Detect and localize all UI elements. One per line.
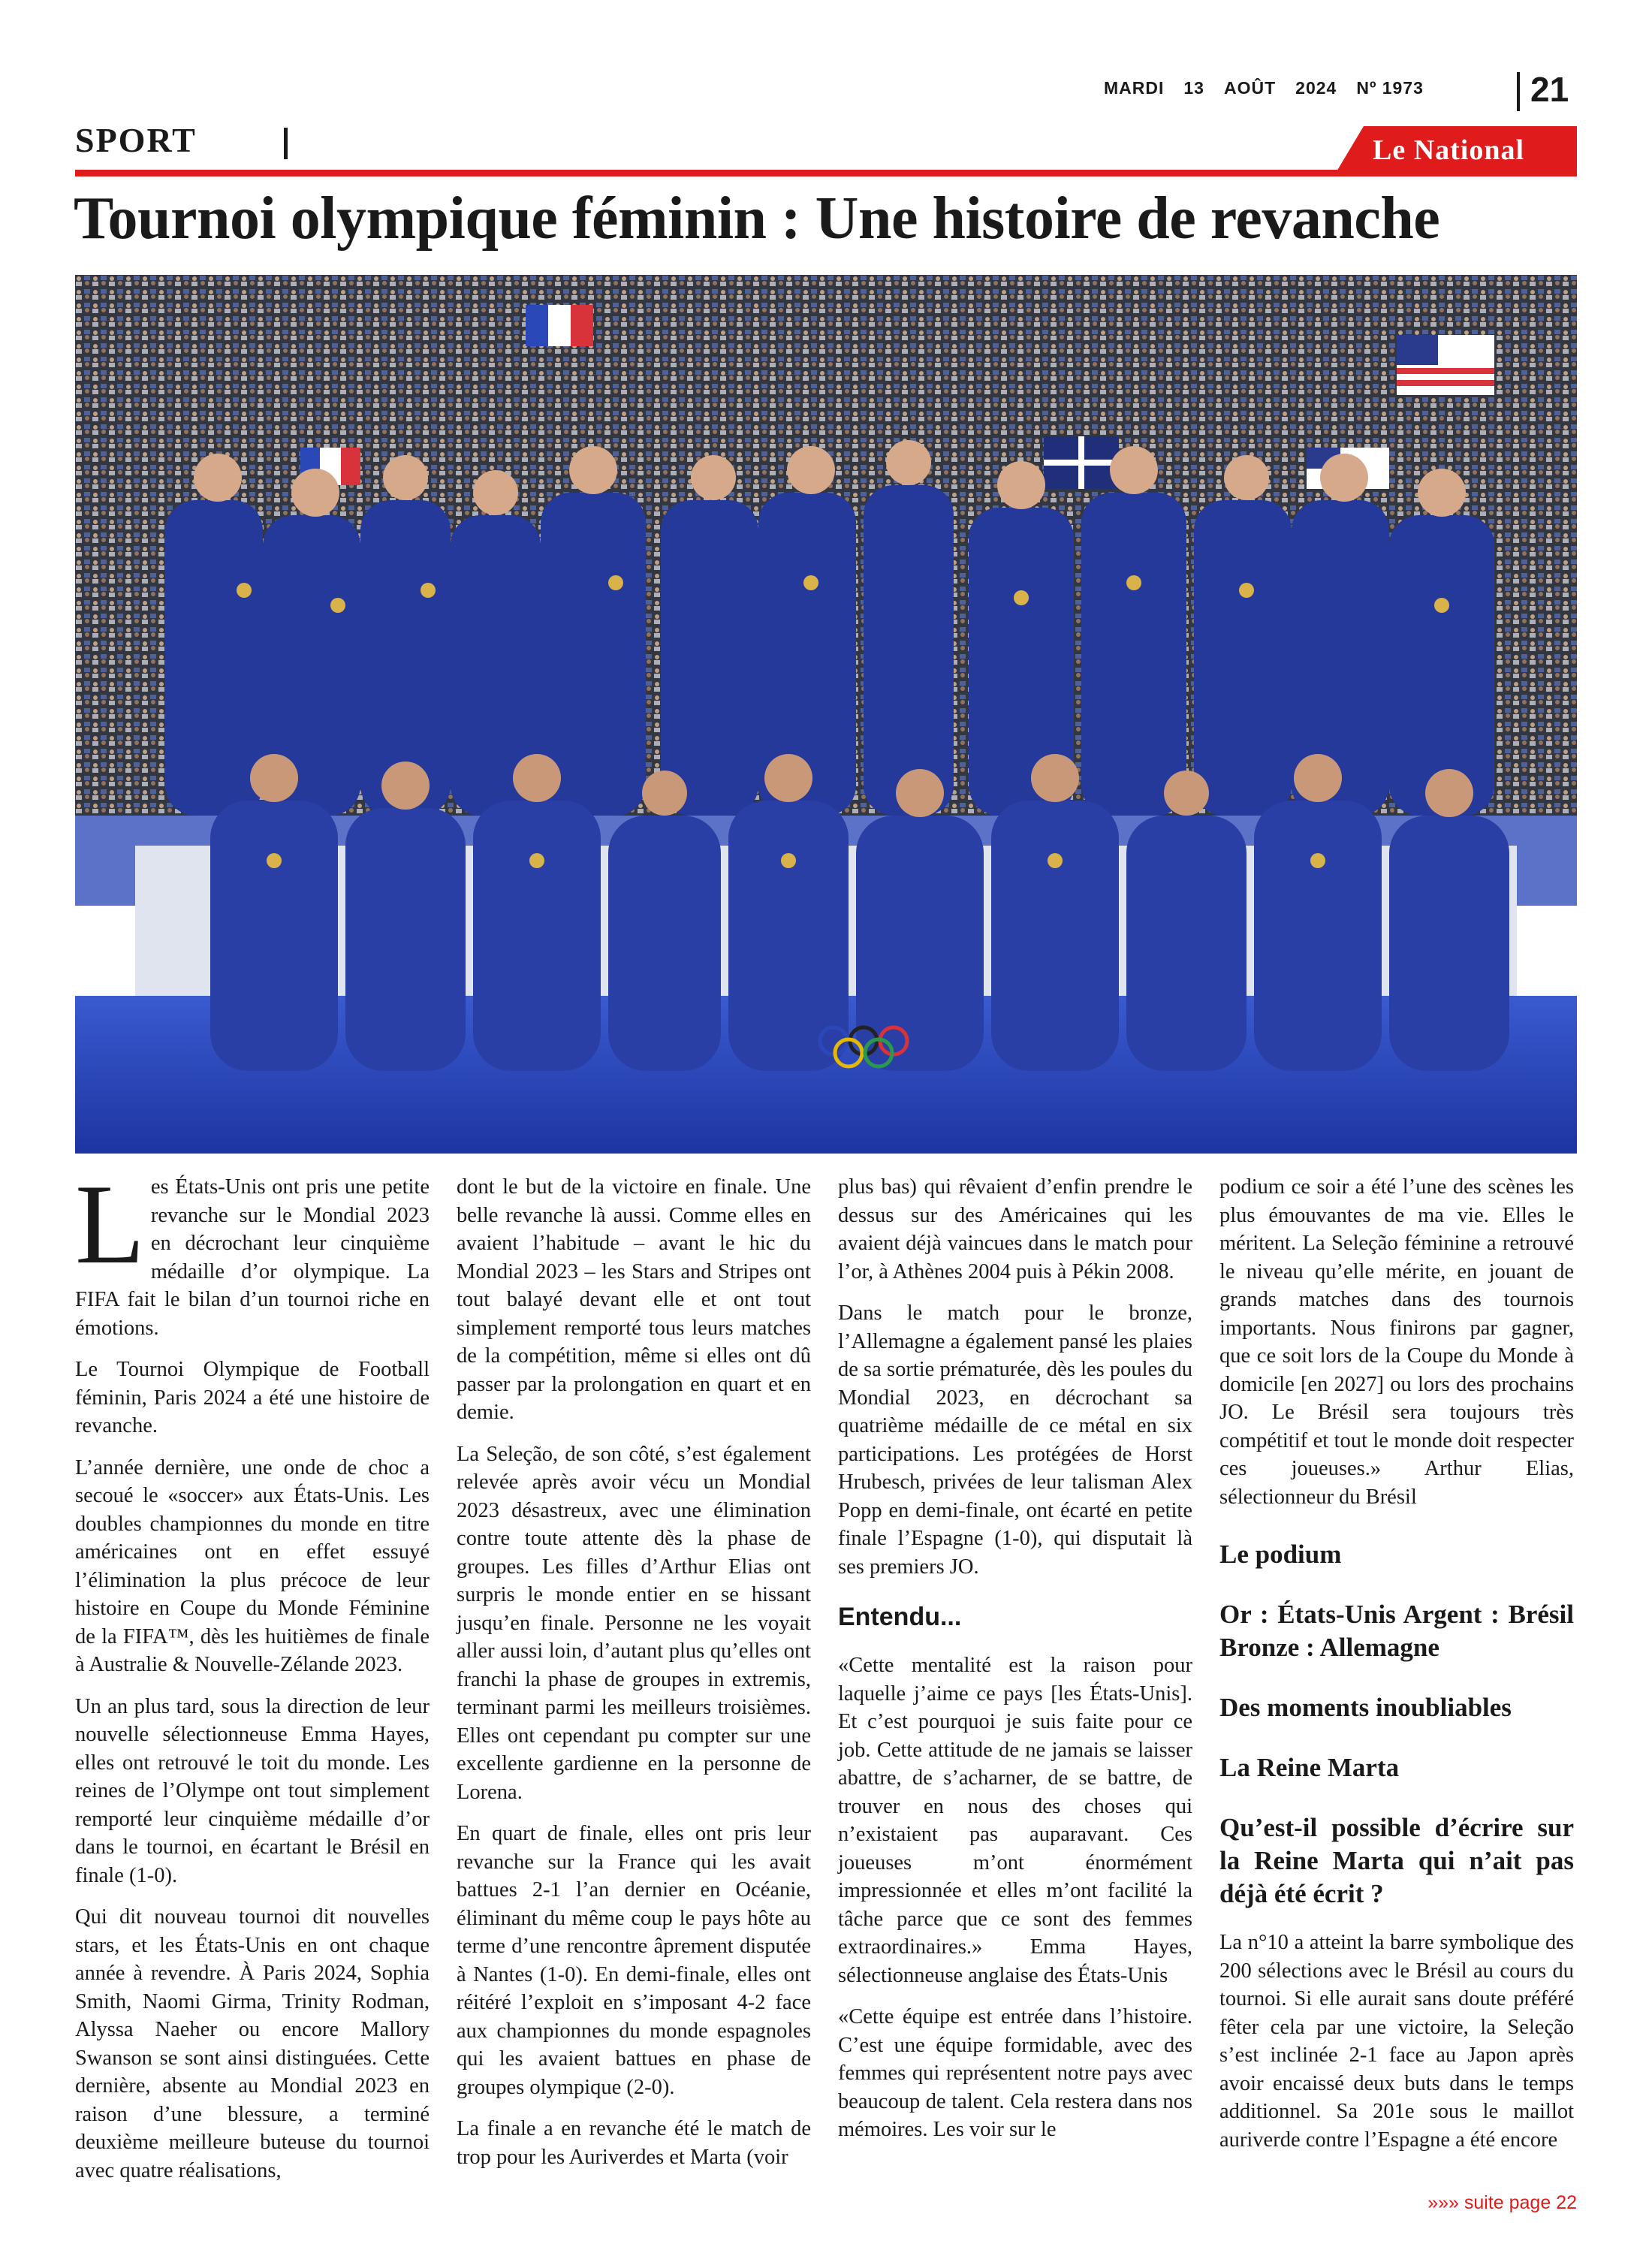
podium-results: Or : États-Unis Argent : Brésil Bronze : Allemagne — [1219, 1600, 1574, 1662]
paragraph: En quart de finale, elles ont pris leur revanche sur la France qui les avait battues 2-1 l’an dernier en Océanie, éliminant du même coup le pays hôte au terme d’une rencontre âprement disputée à Nantes (1-0). En demi-finale, elles ont réitéré l’exploit en s’imposant 4-2 face aux championnes du monde espagnoles qui les avaient battues en phase de groupes olympique (2-0). — [457, 1822, 811, 2099]
paragraph: La n°10 a atteint la barre symbolique des 200 sélections avec le Brésil au cours du tournoi. Si elle aurait sans doute préféré fêter cela par une victoire, la Seleção s’est inclinée 2-1 face au Japon après avoir encaissé deux buts dans le temps additionnel. Sa 201e sous le maillot auriverde contre l’Espagne a été encore — [1219, 1931, 1574, 2152]
issue-year: 2024 — [1295, 78, 1337, 98]
subheading-question: Qu’est-il possible d’écrire sur la Reine Marta qui n’ait pas déjà été écrit ? — [1219, 1813, 1574, 1908]
paragraph: dont le but de la victoire en finale. Une belle revanche là aussi. Comme elles en avaient l’habitude – avant le hic du Mondial 2023 – les Stars and Stripes ont tout balayé devant elle et ont tout simplement remporté tous leurs matches de la compétition, même si elles ont dû passer par la prolongation en quart et en demie. — [457, 1175, 811, 1424]
page-number-divider — [1517, 72, 1520, 111]
paragraph: Qui dit nouveau tournoi dit nouvelles stars, et les États-Unis en ont chaque année à revendre. À Paris 2024, Sophia Smith, Naomi Girma, Trinity Rodman, Alyssa Naeher ou encore Mallory Swanson se sont ainsi distinguées. Cette dernière, absente au Mondial 2023 en raison d’une blessure, a terminé deuxième meilleure buteuse du tournoi avec quatre réalisations, — [75, 1905, 430, 2182]
issue-number: Nº 1973 — [1356, 78, 1424, 98]
lead-paragraph — [75, 1161, 430, 1342]
paragraph: plus bas) qui rêvaient d’enfin prendre le dessus sur des Américaines qui les avaient déjà vaincues dans le match pour l’or, à Athènes 2004 puis à Pékin 2008. — [838, 1175, 1192, 1283]
issue-month: AOÛT — [1223, 78, 1277, 98]
subheading-marta: La Reine Marta — [1219, 1753, 1400, 1782]
team-photo-illustration — [75, 275, 1577, 1154]
subheading-moments: Des moments inoubliables — [1219, 1693, 1512, 1722]
paragraph: Un an plus tard, sous la direction de leur nouvelle sélectionneuse Emma Hayes, elles ont retrouvé le toit du monde. Les reines de l’Olympe ont tout simplement remporté leur cinquième médaille d’or dans le tournoi, en écartant le Brésil en finale (1-0). — [75, 1694, 430, 1887]
issue-date: 13 — [1183, 78, 1204, 98]
paragraph: Le Tournoi Olympique de Football féminin, Paris 2024 a été une histoire de revanche. — [75, 1358, 430, 1437]
paragraph: Dans le match pour le bronze, l’Allemagne a également pansé les plaies de sa sortie prématurée, dès les poules du Mondial 2023, en décrochant sa quatrième médaille de ce métal en six participations. Les protégées de Horst Hrubesch, privées de leur talisman Alex Popp en demi-finale, ont écarté en petite finale l’Espagne (1-0), qui disputait là ses premiers JO. — [838, 1301, 1192, 1579]
paragraph: podium ce soir a été l’une des scènes les plus émouvantes de ma vie. Elles le méritent. La Seleção féminine a retrouvé le niveau qu’elle mérite, en jouant de grands matches dans des tournois importants. Nous finirons par gagner, que ce soit lors de la Coupe du Monde à domicile [en 2027] ou lors des prochains JO. Le Brésil sera toujours très compétitif et tout le monde doit respecter ces joueuses.» Arthur Elias, sélectionneur du Brésil — [1219, 1175, 1574, 1509]
lead-text: es États-Unis ont pris une petite revanche sur le Mondial 2023 en décrochant leur cinquième médaille d’or olympique. La FIFA fait le bilan d’un tournoi riche en émotions. — [75, 1175, 430, 1340]
article-column-3 — [838, 1173, 1192, 2158]
paragraph: L’année dernière, une onde de choc a secoué le «soccer» aux États-Unis. Les doubles championnes du monde en titre américaines ont en effet essuyé l’élimination la plus précoce de leur histoire en Coupe du Monde Féminine de la FIFA™, dès les huitièmes de finale à Australie & Nouvelle-Zélande 2023. — [75, 1455, 430, 1676]
article-column-4 — [1219, 1173, 1574, 2167]
page-number: 21 — [1530, 70, 1569, 109]
paragraph: La Seleção, de son côté, s’est également relevée après avoir vécu un Mondial 2023 désastreux, avec une élimination contre toute attente dès la phase de groupes. Les filles d’Arthur Elias ont surpris le monde entier en se hissant jusqu’en finale. Personne ne les voyait aller aussi loin, d’autant plus qu’elles ont franchi la phase de groupes in extremis, terminant parmi les meilleurs troisièmes. Elles ont cependant pu compter sur une excellente gardienne en la personne de Lorena. — [457, 1442, 811, 1804]
brand-name: Le National — [1373, 134, 1525, 166]
article-headline: Tournoi olympique féminin : Une histoire de revanche — [74, 185, 1440, 252]
article-column-2 — [457, 1173, 811, 2185]
subheading-quotes: Entendu... — [838, 1603, 962, 1631]
continued-link[interactable]: »»» suite page 22 — [1427, 2192, 1577, 2213]
drop-cap: L — [75, 1161, 145, 1287]
paragraph: La finale a en revanche été le match de trop pour les Auriverdes et Marta (voir — [457, 2117, 811, 2169]
section-divider — [284, 128, 288, 159]
quote-paragraph: «Cette équipe est entrée dans l’histoire. C’est une équipe formidable, avec des femmes qui représentent notre pays avec beaucoup de talent. Cela restera dans nos mémoires. Les voir sur le — [838, 2005, 1192, 2141]
issue-day: MARDI — [1104, 78, 1165, 98]
subheading-podium: Le podium — [1219, 1540, 1342, 1569]
section-label: SPORT — [75, 121, 197, 159]
quote-paragraph: «Cette mentalité est la raison pour laquelle j’aime ce pays [les États-Unis]. Et c’est pourquoi je suis faite pour ce job. Cette attitude de ne jamais se laisser abattre, de s’acharner, de se battre, de trouver en nous des choses qui n’existaient pas auparavant. Ces joueuses m’ont énormément impressionnée et elles m’ont facilité la tâche parce que ce sont des femmes extraordinaires.» Emma Hayes, sélectionneuse anglaise des États-Unis — [838, 1654, 1192, 1987]
team-photo — [75, 275, 1577, 1154]
article-column-1 — [75, 1161, 430, 2198]
issue-info — [1104, 78, 1424, 98]
